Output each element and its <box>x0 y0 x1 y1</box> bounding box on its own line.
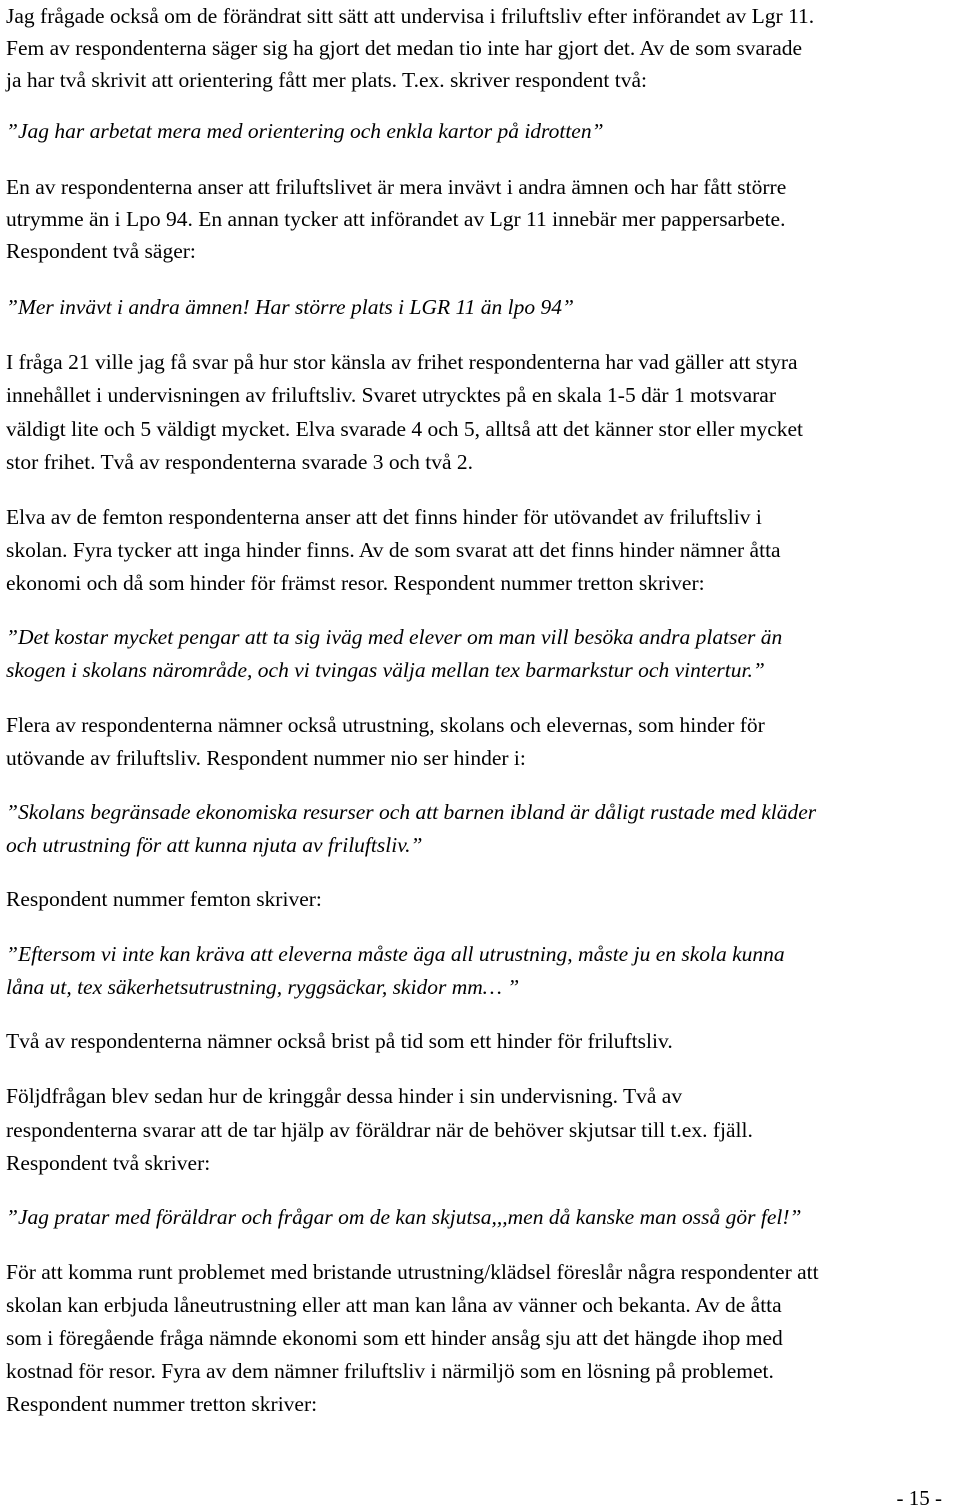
quote-line: ”Jag pratar med föräldrar och frågar om de kan skjutsa,,,men då kanske man osså gör fel!” <box>6 1205 802 1229</box>
quote-line: låna ut, tex säkerhetsutrustning, ryggsäckar, skidor mm… ” <box>6 975 520 999</box>
text-line: innehållet i undervisningen av friluftsliv. Svaret utrycktes på en skala 1-5 där 1 motsvarar <box>6 383 776 407</box>
text-line: En av respondenterna anser att friluftslivet är mera invävt i andra ämnen och har fått större <box>6 175 787 199</box>
quote-line: ”Det kostar mycket pengar att ta sig iväg med elever om man vill besöka andra platser än <box>6 625 783 649</box>
text-line: ja har två skrivit att orientering fått mer plats. T.ex. skriver respondent två: <box>6 68 648 92</box>
text-line: stor frihet. Två av respondenterna svarade 3 och två 2. <box>6 450 474 474</box>
text-line: väldigt lite och 5 väldigt mycket. Elva svarade 4 och 5, alltså att det känner stor eller mycket <box>6 417 804 441</box>
text-line: I fråga 21 ville jag få svar på hur stor känsla av frihet respondenterna har vad gäller att styra <box>6 350 798 374</box>
text-line: utrymme än i Lpo 94. En annan tycker att införandet av Lgr 11 innebär mer pappersarbete. <box>6 207 786 231</box>
text-line: Följdfrågan blev sedan hur de kringgår dessa hinder i sin undervisning. Två av <box>6 1084 683 1108</box>
quote-line: ”Eftersom vi inte kan kräva att eleverna måste äga all utrustning, måste ju en skola kunna <box>6 942 785 966</box>
text-line: Flera av respondenterna nämner också utrustning, skolans och elevernas, som hinder för <box>6 713 765 737</box>
quote-line: ”Skolans begränsade ekonomiska resurser och att barnen ibland är dåligt rustade med kläder <box>6 800 817 824</box>
text-line: Respondent två säger: <box>6 239 196 263</box>
text-line: Respondent nummer tretton skriver: <box>6 1392 318 1416</box>
quote-line: ”Mer invävt i andra ämnen! Har större plats i LGR 11 än lpo 94” <box>6 295 574 319</box>
text-line: respondenterna svarar att de tar hjälp av föräldrar när de behöver skjutsar till t.ex. fjäll. <box>6 1118 753 1142</box>
text-line: Respondent nummer femton skriver: <box>6 887 322 911</box>
text-line: Jag frågade också om de förändrat sitt sätt att undervisa i friluftsliv efter införandet av Lgr 11. <box>6 4 815 28</box>
text-line: som i föregående fråga nämnde ekonomi som ett hinder ansåg sju att det hängde ihop med <box>6 1326 783 1350</box>
text-line: Fem av respondenterna säger sig ha gjort det medan tio inte har gjort det. Av de som svarade <box>6 36 803 60</box>
page-number: - 15 - <box>896 1486 942 1510</box>
text-line: Två av respondenterna nämner också brist på tid som ett hinder för friluftsliv. <box>6 1029 673 1053</box>
text-line: kostnad för resor. Fyra av dem nämner friluftsliv i närmiljö som en lösning på problemet. <box>6 1359 774 1383</box>
text-line: För att komma runt problemet med bristande utrustning/klädsel föreslår några respondenter att <box>6 1260 819 1284</box>
quote-line: skogen i skolans närområde, och vi tvingas välja mellan tex barmarkstur och vintertur.” <box>6 658 765 682</box>
text-line: Respondent två skriver: <box>6 1151 211 1175</box>
text-line: skolan. Fyra tycker att inga hinder finns. Av de som svarat att det finns hinder nämner åtta <box>6 538 781 562</box>
text-line: ekonomi och då som hinder för främst resor. Respondent nummer tretton skriver: <box>6 571 705 595</box>
quote-line: ”Jag har arbetat mera med orientering och enkla kartor på idrotten” <box>6 119 604 143</box>
text-line: skolan kan erbjuda låneutrustning eller att man kan låna av vänner och bekanta. Av de åtta <box>6 1293 782 1317</box>
text-line: Elva av de femton respondenterna anser att det finns hinder för utövandet av friluftsliv i <box>6 505 762 529</box>
quote-line: och utrustning för att kunna njuta av friluftsliv.” <box>6 833 423 857</box>
text-line: utövande av friluftsliv. Respondent nummer nio ser hinder i: <box>6 746 526 770</box>
